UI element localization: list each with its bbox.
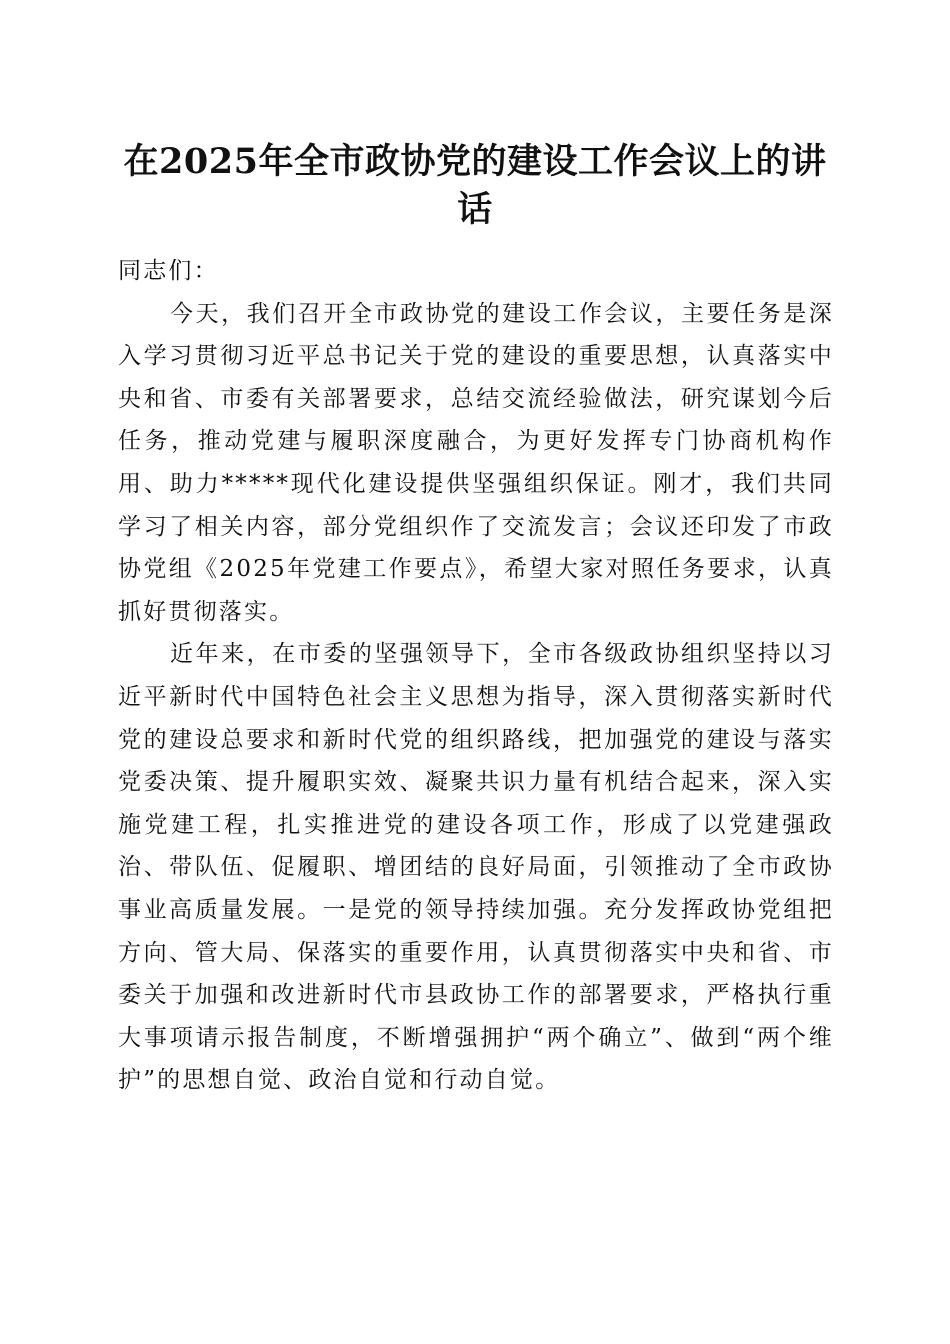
salutation: 同志们： xyxy=(118,258,219,284)
document-title: 在2025年全市政协党的建设工作会议上的讲话 xyxy=(123,141,827,230)
paragraph-2: 近年来，在市委的坚强领导下，全市各级政协组织坚持以习近平新时代中国特色社会主义思想为指导，深入贯彻落实新时代党的建设总要求和新时代党的组织路线，把加强党的建设与落实党委决策、提升履职实效、凝聚共识力量有机结合起来，深入实施党建工程，扎实推进党的建设各项工作，形成了以党建强政治、带队伍、促履职、增团结的良好局面，引领推动了全市政协事业高质量发展。一是党的领导持续加强。充分发挥政协党组把方向、管大局、保落实的重要作用，认真贯彻落实中央和省、市委关于加强和改进新时代市县政协工作的部署要求，严格执行重大事项请示报告制度，不断增强拥护“两个确立”、做到“两个维护”的思想自觉、政治自觉和行动自觉。 xyxy=(118,641,834,1094)
document-body xyxy=(118,250,834,1102)
paragraph-1: 今天，我们召开全市政协党的建设工作会议，主要任务是深入学习贯彻习近平总书记关于党的建设的重要思想，认真落实中央和省、市委有关部署要求，总结交流经验做法，研究谋划今后任务，推动党建与履职深度融合，为更好发挥专门协商机构作用、助力*****现代化建设提供坚强组织保证。刚才，我们共同学习了相关内容，部分党组织作了交流发言；会议还印发了市政协党组《2025年党建工作要点》，希望大家对照任务要求，认真抓好贯彻落实。 xyxy=(118,300,834,625)
